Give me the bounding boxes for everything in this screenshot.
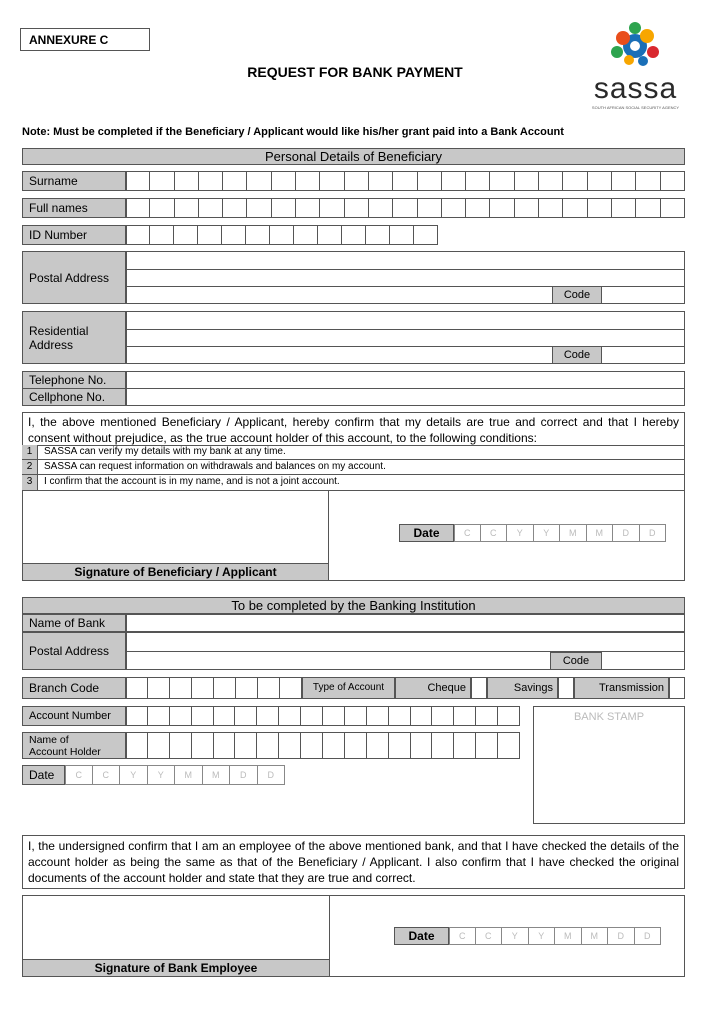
residential-code-label: Code (552, 346, 602, 364)
surname-field[interactable] (126, 171, 685, 191)
bank-stamp-box[interactable] (533, 706, 685, 824)
condition-text: I confirm that the account is in my name, and is not a joint account. (44, 476, 340, 487)
employee-signature-label: Signature of Bank Employee (22, 959, 330, 977)
telephone-field[interactable] (126, 371, 685, 389)
beneficiary-date-field[interactable] (454, 524, 666, 542)
condition-2 (22, 460, 685, 475)
telephone-label: Telephone No. (22, 371, 126, 389)
transmission-checkbox[interactable] (669, 677, 685, 699)
date-cell: M (587, 524, 614, 542)
date-cell: M (175, 765, 203, 785)
id-number-field[interactable] (126, 225, 438, 245)
account-number-field[interactable] (126, 706, 520, 726)
beneficiary-date-label: Date (399, 524, 454, 542)
date-cell: D (608, 927, 635, 945)
condition-text: SASSA can request information on withdrawals and balances on my account. (44, 461, 386, 472)
condition-3 (22, 475, 685, 491)
date-cell: M (582, 927, 609, 945)
hands-logo-icon (583, 18, 688, 70)
cellphone-field[interactable] (126, 388, 685, 406)
date-cell: Y (502, 927, 529, 945)
account-holder-label: Name of Account Holder (22, 732, 126, 759)
date-cell: M (203, 765, 231, 785)
date-cell: D (258, 765, 286, 785)
date-cell: Y (529, 927, 556, 945)
date-cell: C (481, 524, 508, 542)
name-of-bank-field[interactable] (126, 614, 685, 632)
date-cell: D (635, 927, 662, 945)
transmission-label: Transmission (574, 677, 669, 699)
residential-address-label: Residential Address (22, 311, 126, 364)
date-cell: Y (120, 765, 148, 785)
condition-number: 2 (22, 460, 38, 474)
annexure-box: ANNEXURE C (20, 28, 150, 51)
cellphone-label: Cellphone No. (22, 388, 126, 406)
page-title: REQUEST FOR BANK PAYMENT (247, 64, 463, 80)
date-cell: C (449, 927, 476, 945)
branch-code-label: Branch Code (22, 677, 126, 699)
note: Note: Must be completed if the Beneficiary / Applicant would like his/her grant paid into a Bank Account (22, 126, 564, 138)
bank-date-label: Date (22, 765, 65, 785)
beneficiary-signature-label: Signature of Beneficiary / Applicant (22, 563, 329, 581)
date-cell: Y (507, 524, 534, 542)
bank-code-label: Code (550, 652, 602, 670)
bank-header: To be completed by the Banking Institution (22, 597, 685, 614)
bank-stamp-label: BANK STAMP (573, 711, 645, 723)
id-number-label: ID Number (22, 225, 126, 245)
name-of-bank-label: Name of Bank (22, 614, 126, 632)
surname-label: Surname (22, 171, 126, 191)
date-cell: Y (148, 765, 176, 785)
cheque-label: Cheque (395, 677, 471, 699)
condition-number: 3 (22, 475, 38, 490)
date-cell: D (640, 524, 667, 542)
bank-date-field[interactable] (65, 765, 285, 785)
logo-text: sassa (593, 72, 678, 105)
date-cell: M (555, 927, 582, 945)
full-names-field[interactable] (126, 198, 685, 218)
type-of-account-label: Type of Account (302, 677, 395, 699)
bank-postal-address-label: Postal Address (22, 632, 126, 670)
date-cell: C (93, 765, 121, 785)
postal-code-label: Code (552, 286, 602, 304)
logo-tagline: SOUTH AFRICAN SOCIAL SECURITY AGENCY (591, 105, 680, 110)
savings-label: Savings (487, 677, 558, 699)
condition-text: SASSA can verify my details with my bank at any time. (44, 446, 286, 457)
account-number-label: Account Number (22, 706, 126, 726)
date-cell: Y (534, 524, 561, 542)
condition-1 (22, 445, 685, 460)
employee-date-field[interactable] (449, 927, 661, 945)
date-cell: C (454, 524, 481, 542)
personal-header: Personal Details of Beneficiary (22, 148, 685, 165)
branch-code-field[interactable] (126, 677, 302, 699)
savings-checkbox[interactable] (558, 677, 574, 699)
date-cell: D (613, 524, 640, 542)
date-cell: C (476, 927, 503, 945)
cheque-checkbox[interactable] (471, 677, 487, 699)
employee-date-label: Date (394, 927, 449, 945)
date-cell: C (65, 765, 93, 785)
postal-address-label: Postal Address (22, 251, 126, 304)
condition-number: 1 (22, 445, 38, 459)
employee-declaration-text: I, the undersigned confirm that I am an employee of the above mentioned bank, and that I have checked the details of the account holder as being the same as that of the Beneficiary / Applicant. I also confirm that I have checked the original documents of the account holder and state that they are true and correct. (28, 839, 679, 885)
account-holder-field[interactable] (126, 732, 520, 759)
full-names-label: Full names (22, 198, 126, 218)
date-cell: M (560, 524, 587, 542)
sassa-logo (583, 18, 688, 108)
date-cell: D (230, 765, 258, 785)
declaration-text: I, the above mentioned Beneficiary / Applicant, hereby confirm that my details are true and correct and that I hereby consent without prejudice, as the true account holder of this account, to the following conditions: (28, 415, 679, 445)
